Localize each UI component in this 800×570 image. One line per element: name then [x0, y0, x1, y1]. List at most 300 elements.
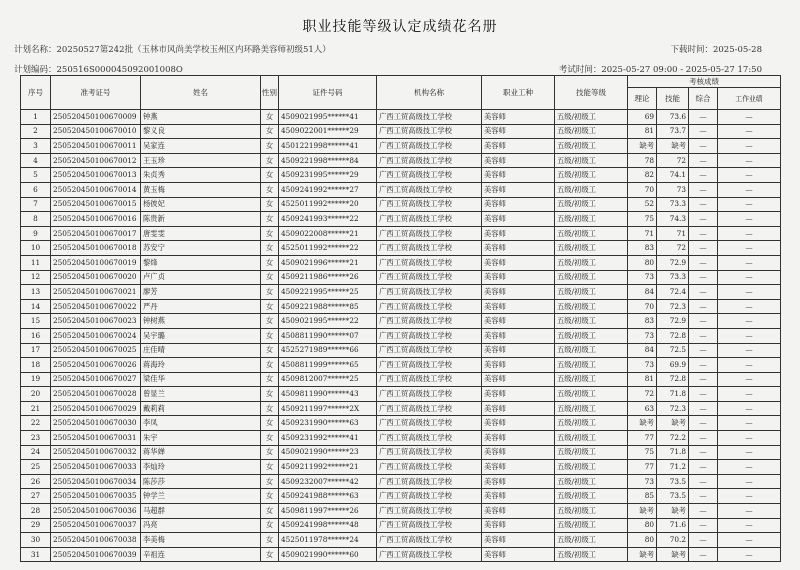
cell-name: 钟学兰: [141, 489, 261, 504]
cell-level: 五级/初级工: [555, 474, 628, 489]
cell-job: 美容师: [482, 139, 555, 154]
table-row: [21, 504, 781, 519]
cell-work: —: [718, 343, 781, 358]
cell-skill: 73.5: [657, 474, 689, 489]
cell-comprehensive: —: [689, 212, 718, 227]
cell-theory: 81: [628, 372, 657, 387]
cell-work: —: [718, 197, 781, 212]
cell-name: 严丹: [141, 299, 261, 314]
cell-skill: 72.3: [657, 401, 689, 416]
plan-code: 计划编码：250516S000045092001008O: [14, 65, 183, 75]
cell-id: 4509232007******42: [279, 474, 377, 489]
cell-level: 五级/初级工: [555, 226, 628, 241]
cell-comprehensive: —: [689, 110, 718, 125]
cell-job: 美容师: [482, 124, 555, 139]
cell-skill: 73.3: [657, 197, 689, 212]
cell-ticket: 250520450100670010: [51, 124, 141, 139]
cell-job: 美容师: [482, 445, 555, 460]
cell-comprehensive: —: [689, 270, 718, 285]
document-title: 职业技能等级认定成绩花名册: [302, 19, 498, 35]
cell-work: —: [718, 124, 781, 139]
cell-comprehensive: —: [689, 533, 718, 548]
cell-org: 广西工贸高级技工学校: [377, 197, 482, 212]
cell-ticket: 250520450100670028: [51, 387, 141, 402]
cell-org: 广西工贸高级技工学校: [377, 255, 482, 270]
cell-theory: 83: [628, 241, 657, 256]
cell-name: 梁佳华: [141, 372, 261, 387]
cell-job: 美容师: [482, 255, 555, 270]
cell-comprehensive: —: [689, 504, 718, 519]
cell-level: 五级/初级工: [555, 387, 628, 402]
cell-skill: 72.8: [657, 328, 689, 343]
cell-skill: 71.6: [657, 518, 689, 533]
cell-seq: 11: [21, 255, 51, 270]
cell-comprehensive: —: [689, 489, 718, 504]
cell-job: 美容师: [482, 197, 555, 212]
cell-seq: 25: [21, 460, 51, 475]
cell-org: 广西工贸高级技工学校: [377, 314, 482, 329]
cell-id: 4509811990******43: [279, 387, 377, 402]
cell-name: 李凤: [141, 416, 261, 431]
table-row: [21, 255, 781, 270]
cell-id: 4509241998******48: [279, 518, 377, 533]
cell-level: 五级/初级工: [555, 401, 628, 416]
cell-work: —: [718, 504, 781, 519]
cell-ticket: 250520450100670015: [51, 197, 141, 212]
cell-comprehensive: —: [689, 314, 718, 329]
cell-job: 美容师: [482, 212, 555, 227]
cell-id: 4508811999******65: [279, 358, 377, 373]
cell-level: 五级/初级工: [555, 270, 628, 285]
cell-name: 冯亮: [141, 518, 261, 533]
cell-job: 美容师: [482, 372, 555, 387]
cell-level: 五级/初级工: [555, 182, 628, 197]
cell-seq: 24: [21, 445, 51, 460]
cell-job: 美容师: [482, 358, 555, 373]
cell-name: 朱宇: [141, 431, 261, 446]
table-row: [21, 153, 781, 168]
cell-comprehensive: —: [689, 401, 718, 416]
cell-seq: 7: [21, 197, 51, 212]
cell-skill: 73.7: [657, 124, 689, 139]
cell-job: 美容师: [482, 241, 555, 256]
cell-gender: 女: [261, 504, 279, 519]
cell-ticket: 250520450100670017: [51, 226, 141, 241]
cell-org: 广西工贸高级技工学校: [377, 285, 482, 300]
cell-skill: 74.1: [657, 168, 689, 183]
cell-id: 4509221988******85: [279, 299, 377, 314]
table-row: [21, 474, 781, 489]
cell-org: 广西工贸高级技工学校: [377, 358, 482, 373]
cell-id: 4509231995******29: [279, 168, 377, 183]
cell-skill: 70.2: [657, 533, 689, 548]
cell-ticket: 250520450100670019: [51, 255, 141, 270]
cell-work: —: [718, 168, 781, 183]
cell-level: 五级/初级工: [555, 299, 628, 314]
cell-work: —: [718, 212, 781, 227]
cell-ticket: 250520450100670023: [51, 314, 141, 329]
cell-theory: 75: [628, 445, 657, 460]
cell-gender: 女: [261, 401, 279, 416]
table-row: [21, 285, 781, 300]
cell-ticket: 250520450100670020: [51, 270, 141, 285]
cell-org: 广西工贸高级技工学校: [377, 474, 482, 489]
cell-id: 4508811990******07: [279, 328, 377, 343]
cell-theory: 缺考: [628, 547, 657, 562]
cell-ticket: 250520450100670038: [51, 533, 141, 548]
cell-seq: 18: [21, 358, 51, 373]
cell-id: 4509231990******63: [279, 416, 377, 431]
cell-level: 五级/初级工: [555, 460, 628, 475]
cell-level: 五级/初级工: [555, 533, 628, 548]
cell-comprehensive: —: [689, 358, 718, 373]
cell-seq: 6: [21, 182, 51, 197]
cell-id: 4509021995******41: [279, 110, 377, 125]
cell-skill: 72.2: [657, 431, 689, 446]
cell-seq: 16: [21, 328, 51, 343]
cell-theory: 81: [628, 124, 657, 139]
cell-org: 广西工贸高级技工学校: [377, 372, 482, 387]
cell-level: 五级/初级工: [555, 372, 628, 387]
cell-org: 广西工贸高级技工学校: [377, 416, 482, 431]
cell-gender: 女: [261, 241, 279, 256]
cell-seq: 26: [21, 474, 51, 489]
table-row: [21, 401, 781, 416]
cell-seq: 14: [21, 299, 51, 314]
cell-work: —: [718, 328, 781, 343]
table-row: [21, 110, 781, 125]
cell-seq: 20: [21, 387, 51, 402]
cell-id: 4509241993******22: [279, 212, 377, 227]
cell-name: 辛祖连: [141, 547, 261, 562]
cell-level: 五级/初级工: [555, 139, 628, 154]
cell-job: 美容师: [482, 328, 555, 343]
cell-skill: 71.8: [657, 387, 689, 402]
cell-theory: 70: [628, 299, 657, 314]
cell-id: 4509231992******41: [279, 431, 377, 446]
cell-skill: 72.9: [657, 314, 689, 329]
cell-ticket: 250520450100670029: [51, 401, 141, 416]
cell-name: 庄佳晴: [141, 343, 261, 358]
cell-job: 美容师: [482, 299, 555, 314]
cell-work: —: [718, 489, 781, 504]
cell-job: 美容师: [482, 460, 555, 475]
cell-job: 美容师: [482, 504, 555, 519]
cell-name: 戴莉莉: [141, 401, 261, 416]
cell-name: 陈莎莎: [141, 474, 261, 489]
table-row: [21, 314, 781, 329]
cell-name: 钟树燕: [141, 314, 261, 329]
cell-name: 廖芳: [141, 285, 261, 300]
cell-name: 黎烽: [141, 255, 261, 270]
cell-gender: 女: [261, 387, 279, 402]
cell-id: 4509811997******26: [279, 504, 377, 519]
cell-job: 美容师: [482, 226, 555, 241]
cell-gender: 女: [261, 153, 279, 168]
cell-name: 吴家连: [141, 139, 261, 154]
cell-name: 黄玉梅: [141, 182, 261, 197]
cell-org: 广西工贸高级技工学校: [377, 110, 482, 125]
cell-skill: 72: [657, 153, 689, 168]
table-row: [21, 416, 781, 431]
cell-theory: 80: [628, 518, 657, 533]
cell-job: 美容师: [482, 314, 555, 329]
cell-skill: 缺考: [657, 139, 689, 154]
cell-gender: 女: [261, 431, 279, 446]
cell-work: —: [718, 547, 781, 562]
header-job: 职业工种: [482, 76, 555, 110]
cell-gender: 女: [261, 285, 279, 300]
cell-work: —: [718, 372, 781, 387]
cell-comprehensive: —: [689, 445, 718, 460]
cell-skill: 72.8: [657, 372, 689, 387]
header-level: 技能等级: [555, 76, 628, 110]
cell-gender: 女: [261, 489, 279, 504]
cell-id: 4509221995******25: [279, 285, 377, 300]
cell-gender: 女: [261, 197, 279, 212]
cell-level: 五级/初级工: [555, 445, 628, 460]
cell-seq: 15: [21, 314, 51, 329]
cell-name: 卢广贞: [141, 270, 261, 285]
cell-name: 黎义良: [141, 124, 261, 139]
header-org: 机构名称: [377, 76, 482, 110]
cell-work: —: [718, 518, 781, 533]
header-scores: 考核成绩: [628, 76, 781, 88]
cell-org: 广西工贸高级技工学校: [377, 387, 482, 402]
cell-work: —: [718, 226, 781, 241]
cell-job: 美容师: [482, 153, 555, 168]
cell-comprehensive: —: [689, 299, 718, 314]
cell-gender: 女: [261, 474, 279, 489]
table-row: [21, 489, 781, 504]
cell-gender: 女: [261, 226, 279, 241]
cell-id: 4509241992******27: [279, 182, 377, 197]
cell-org: 广西工贸高级技工学校: [377, 124, 482, 139]
cell-ticket: 250520450100670018: [51, 241, 141, 256]
cell-seq: 27: [21, 489, 51, 504]
cell-id: 4509021990******60: [279, 547, 377, 562]
header-gender: 性别: [261, 76, 279, 110]
cell-level: 五级/初级工: [555, 547, 628, 562]
table-row: [21, 270, 781, 285]
cell-comprehensive: —: [689, 547, 718, 562]
table-row: [21, 547, 781, 562]
cell-name: 吴宇璐: [141, 328, 261, 343]
cell-skill: 73: [657, 182, 689, 197]
cell-seq: 2: [21, 124, 51, 139]
cell-theory: 82: [628, 168, 657, 183]
cell-job: 美容师: [482, 270, 555, 285]
cell-org: 广西工贸高级技工学校: [377, 299, 482, 314]
table-row: [21, 241, 781, 256]
cell-level: 五级/初级工: [555, 241, 628, 256]
cell-ticket: 250520450100670036: [51, 504, 141, 519]
cell-theory: 73: [628, 474, 657, 489]
cell-theory: 85: [628, 489, 657, 504]
download-time: 下载时间：2025-05-28: [670, 45, 762, 55]
header-seq: 序号: [21, 76, 51, 110]
cell-ticket: 250520450100670035: [51, 489, 141, 504]
cell-theory: 83: [628, 314, 657, 329]
cell-id: 4509022008******21: [279, 226, 377, 241]
cell-ticket: 250520450100670024: [51, 328, 141, 343]
cell-job: 美容师: [482, 168, 555, 183]
cell-work: —: [718, 255, 781, 270]
table-row: [21, 518, 781, 533]
cell-id: 4525011978******24: [279, 533, 377, 548]
cell-level: 五级/初级工: [555, 168, 628, 183]
header-work: 工作业绩: [718, 88, 781, 110]
cell-work: —: [718, 285, 781, 300]
cell-seq: 30: [21, 533, 51, 548]
cell-skill: 71: [657, 226, 689, 241]
cell-gender: 女: [261, 270, 279, 285]
cell-theory: 52: [628, 197, 657, 212]
cell-work: —: [718, 358, 781, 373]
cell-org: 广西工贸高级技工学校: [377, 460, 482, 475]
cell-skill: 73.5: [657, 489, 689, 504]
cell-org: 广西工贸高级技工学校: [377, 139, 482, 154]
cell-work: —: [718, 241, 781, 256]
cell-seq: 9: [21, 226, 51, 241]
cell-org: 广西工贸高级技工学校: [377, 401, 482, 416]
cell-job: 美容师: [482, 489, 555, 504]
cell-seq: 13: [21, 285, 51, 300]
cell-ticket: 250520450100670011: [51, 139, 141, 154]
cell-seq: 28: [21, 504, 51, 519]
cell-skill: 73.3: [657, 270, 689, 285]
cell-id: 4509021996******21: [279, 255, 377, 270]
header-name: 姓名: [141, 76, 261, 110]
cell-seq: 17: [21, 343, 51, 358]
cell-job: 美容师: [482, 401, 555, 416]
cell-gender: 女: [261, 124, 279, 139]
cell-work: —: [718, 153, 781, 168]
cell-ticket: 250520450100670012: [51, 153, 141, 168]
table-row: [21, 212, 781, 227]
cell-ticket: 250520450100670033: [51, 460, 141, 475]
table-row: [21, 460, 781, 475]
table-row: [21, 139, 781, 154]
cell-job: 美容师: [482, 431, 555, 446]
cell-comprehensive: —: [689, 343, 718, 358]
cell-name: 陈贵新: [141, 212, 261, 227]
cell-comprehensive: —: [689, 474, 718, 489]
cell-work: —: [718, 416, 781, 431]
cell-gender: 女: [261, 445, 279, 460]
cell-skill: 缺考: [657, 547, 689, 562]
cell-theory: 63: [628, 401, 657, 416]
cell-skill: 72.4: [657, 285, 689, 300]
cell-name: 王玉珍: [141, 153, 261, 168]
cell-level: 五级/初级工: [555, 110, 628, 125]
cell-ticket: 250520450100670014: [51, 182, 141, 197]
cell-theory: 75: [628, 212, 657, 227]
cell-job: 美容师: [482, 533, 555, 548]
cell-org: 广西工贸高级技工学校: [377, 533, 482, 548]
header-id: 证件号码: [279, 76, 377, 110]
cell-level: 五级/初级工: [555, 489, 628, 504]
cell-level: 五级/初级工: [555, 358, 628, 373]
table-row: [21, 387, 781, 402]
cell-theory: 77: [628, 460, 657, 475]
cell-comprehensive: —: [689, 226, 718, 241]
cell-work: —: [718, 474, 781, 489]
cell-gender: 女: [261, 372, 279, 387]
cell-ticket: 250520450100670022: [51, 299, 141, 314]
cell-job: 美容师: [482, 343, 555, 358]
exam-time: 考试时间：2025-05-27 09:00 - 2025-05-27 17:50: [558, 65, 762, 75]
cell-ticket: 250520450100670032: [51, 445, 141, 460]
cell-org: 广西工贸高级技工学校: [377, 241, 482, 256]
table-row: [21, 299, 781, 314]
cell-level: 五级/初级工: [555, 431, 628, 446]
cell-comprehensive: —: [689, 372, 718, 387]
cell-skill: 69.9: [657, 358, 689, 373]
cell-work: —: [718, 431, 781, 446]
table-row: [21, 431, 781, 446]
table-row: [21, 445, 781, 460]
header-ticket: 准考证号: [51, 76, 141, 110]
cell-theory: 84: [628, 343, 657, 358]
cell-skill: 71.8: [657, 445, 689, 460]
cell-gender: 女: [261, 547, 279, 562]
table-row: [21, 124, 781, 139]
cell-ticket: 250520450100670034: [51, 474, 141, 489]
cell-job: 美容师: [482, 110, 555, 125]
cell-theory: 71: [628, 226, 657, 241]
cell-gender: 女: [261, 314, 279, 329]
cell-gender: 女: [261, 358, 279, 373]
header-comprehensive: 综合: [689, 88, 718, 110]
cell-level: 五级/初级工: [555, 285, 628, 300]
cell-theory: 69: [628, 110, 657, 125]
cell-work: —: [718, 387, 781, 402]
cell-seq: 8: [21, 212, 51, 227]
cell-level: 五级/初级工: [555, 124, 628, 139]
cell-level: 五级/初级工: [555, 343, 628, 358]
cell-gender: 女: [261, 416, 279, 431]
cell-id: 4509211992******21: [279, 460, 377, 475]
cell-level: 五级/初级工: [555, 314, 628, 329]
cell-level: 五级/初级工: [555, 197, 628, 212]
cell-gender: 女: [261, 299, 279, 314]
cell-theory: 缺考: [628, 139, 657, 154]
cell-theory: 80: [628, 255, 657, 270]
cell-theory: 缺考: [628, 504, 657, 519]
cell-gender: 女: [261, 343, 279, 358]
cell-name: 蒋海玲: [141, 358, 261, 373]
cell-job: 美容师: [482, 285, 555, 300]
cell-gender: 女: [261, 182, 279, 197]
cell-work: —: [718, 139, 781, 154]
cell-work: —: [718, 533, 781, 548]
cell-job: 美容师: [482, 182, 555, 197]
cell-level: 五级/初级工: [555, 212, 628, 227]
table-row: [21, 197, 781, 212]
cell-comprehensive: —: [689, 153, 718, 168]
cell-work: —: [718, 460, 781, 475]
cell-ticket: 250520450100670039: [51, 547, 141, 562]
cell-seq: 23: [21, 431, 51, 446]
cell-skill: 72.3: [657, 299, 689, 314]
score-table-body: [21, 110, 781, 562]
table-row: [21, 358, 781, 373]
cell-gender: 女: [261, 212, 279, 227]
cell-ticket: 250520450100670021: [51, 285, 141, 300]
cell-theory: 72: [628, 387, 657, 402]
cell-org: 广西工贸高级技工学校: [377, 445, 482, 460]
